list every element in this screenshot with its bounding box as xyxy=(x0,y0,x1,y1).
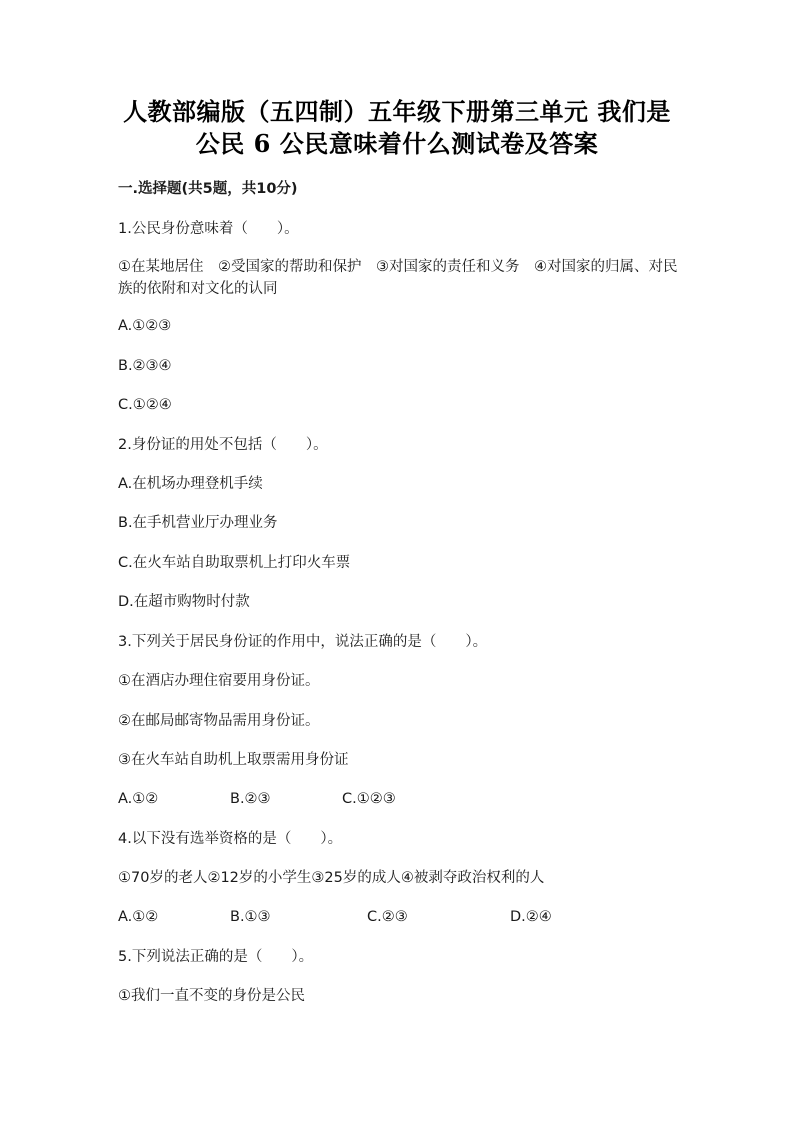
question-3-stem: 3.下列关于居民身份证的作用中，说法正确的是（ ）。 xyxy=(118,634,488,650)
question-3-option-c: C.①②③ xyxy=(342,791,396,807)
question-3-statement-2: ②在邮局邮寄物品需用身份证。 xyxy=(118,713,320,729)
question-4-statements: ①70岁的老人②12岁的小学生③25岁的成人④被剥夺政治权利的人 xyxy=(118,870,545,886)
page-title-line-2: 公民 6 公民意味着什么测试卷及答案 xyxy=(195,129,599,158)
question-2-option-d: D.在超市购物时付款 xyxy=(118,594,250,610)
question-5-statement-1: ①我们一直不变的身份是公民 xyxy=(118,988,305,1004)
section-heading: 一.选择题(共5题，共10分) xyxy=(118,181,298,197)
question-5-stem: 5.下列说法正确的是（ ）。 xyxy=(118,949,314,965)
question-4-option-c: C.②③ xyxy=(367,909,408,925)
question-1-statements: ①在某地居住 ②受国家的帮助和保护 ③对国家的责任和义务 ④对国家的归属、对民族的依附和对文化的认同 xyxy=(118,259,678,297)
question-3-statement-3: ③在火车站自助机上取票需用身份证 xyxy=(118,752,349,768)
question-3-option-b: B.②③ xyxy=(230,791,271,807)
page-title-line-1: 人教部编版（五四制）五年级下册第三单元 我们是 xyxy=(123,97,671,126)
question-1-option-a: A.①②③ xyxy=(118,318,172,334)
question-2-stem: 2.身份证的用处不包括（ ）。 xyxy=(118,437,328,453)
question-4-option-a: A.①② xyxy=(118,909,159,925)
question-1-stem: 1.公民身份意味着（ ）。 xyxy=(118,221,299,237)
question-1-option-c: C.①②④ xyxy=(118,397,172,413)
question-4-option-b: B.①③ xyxy=(230,909,271,925)
question-4-option-d: D.②④ xyxy=(510,909,552,925)
question-1-option-b: B.②③④ xyxy=(118,358,172,374)
question-3-statement-1: ①在酒店办理住宿要用身份证。 xyxy=(118,673,320,689)
question-2-option-c: C.在火车站自助取票机上打印火车票 xyxy=(118,555,351,571)
question-4-stem: 4.以下没有选举资格的是（ ）。 xyxy=(118,831,343,847)
question-2-option-a: A.在机场办理登机手续 xyxy=(118,476,263,492)
question-2-option-b: B.在手机营业厅办理业务 xyxy=(118,515,278,531)
question-3-option-a: A.①② xyxy=(118,791,159,807)
